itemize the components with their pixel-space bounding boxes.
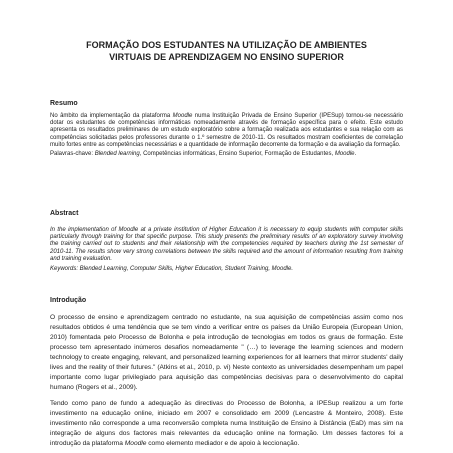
resumo-text-start: No âmbito da implementação da plataforma [50, 113, 173, 119]
resumo-section [50, 113, 403, 158]
introducao-section [50, 313, 403, 449]
introducao-paragraph-2 [50, 399, 403, 449]
abstract-keywords: Keywords: Blended Learning, Computer Skills, Higher Education, Student Training, Moodle. [50, 266, 294, 273]
introducao-heading: Introdução [50, 297, 87, 304]
abstract-heading: Abstract [50, 210, 79, 217]
resumo-keywords-end: . [354, 151, 357, 158]
paper-title-line-2: VIRTUAIS DE APRENDIZAGEM NO ENSINO SUPERIOR [109, 52, 344, 62]
introducao-p2-text: Tendo como pano de fundo a adequação às directivas do Processo de Bolonha, a IPESup realizou a um forte investimento na educação online, iniciado em 2007 e consolidado em 2009 (Lencastre & Monteiro, 2008). Este investimento não corresponde a uma reconversão completa numa Instituição de Ensino à Distância (EaD) mas sim na integração de alguns dos factores mais relevantes da educação online na formação. Um desses factores foi a introdução da plataforma [50, 400, 403, 447]
resumo-keyword-moodle: Moodle [334, 151, 355, 158]
resumo-keywords-list: , Competências informáticas, Ensino Superior, Formação de Estudantes, [139, 151, 335, 158]
resumo-keyword-blended: Blended learning [94, 151, 140, 158]
paper-title-line-1: FORMAÇÃO DOS ESTUDANTES NA UTILIZAÇÃO DE AMBIENTES [86, 40, 367, 50]
abstract-paragraph: In the implementation of Moodle at a private institution of Higher Education it is necessary to equip students with computer skills particularly through training for that specific purpose. This study presents the preliminary results of an exploratory survey involving the training carried out to students and their relationship with the competencies required by teachers during the 1st semester of 2010-11. The results show very strong correlations between the skills required and the amount of information resulting from training and training evaluation. [50, 227, 403, 262]
resumo-paragraph [50, 113, 403, 149]
paper-title [40, 39, 413, 63]
resumo-text-rest: numa Instituição Privada de Ensino Superior (IPESup) tornou-se necessário dotar os estudantes de competências informáticas nomeadamente através de formação específica para o efeito. Este estudo apresenta os resultados preliminares de um estudo exploratório sobre a formação realizada aos estudantes e sua relação com as competências solicitadas pelos professores durante o 1.º semestre de 2010-11. Os resultados mostram coeficientes de correlação muito fortes entre as competências necessárias e a quantidade de informação decorrente da formação e da avaliação da formação. [50, 113, 403, 148]
resumo-keywords [50, 151, 403, 158]
introducao-paragraph-1: O processo de ensino e aprendizagem centrado no estudante, na sua aquisição de competências assim como nos resultados obtidos é uma tendência que se tem vindo a verificar entre os países da União Europeia (European Union, 2010) fomentada pelo Processo de Bolonha e pela introdução de tecnologias em todos os graus de formação. Este processo tem apresentado inúmeros desafios nomeadamente " (…) to leverage the learning sciences and modern technology to create engaging, relevant, and personalized learning experiences for all learners that mirror students' daily lives and the reality of their futures." (Atkins et al., 2010, p. vi) Neste contexto as universidades desempenham um papel importante como lugar privilegiado para aquisição das competências decisivas para o desenvolvimento do capital humano (Rogers et al., 2009). [50, 314, 403, 391]
introducao-p2-end: como elemento mediador e de apoio à leccionação. [146, 440, 300, 447]
resumo-moodle-term: Moodle [172, 113, 193, 119]
resumo-heading: Resumo [50, 100, 78, 107]
introducao-moodle-term: Moodle [124, 440, 147, 447]
resumo-keywords-label: Palavras-chave: [50, 151, 95, 158]
abstract-section [50, 227, 403, 273]
